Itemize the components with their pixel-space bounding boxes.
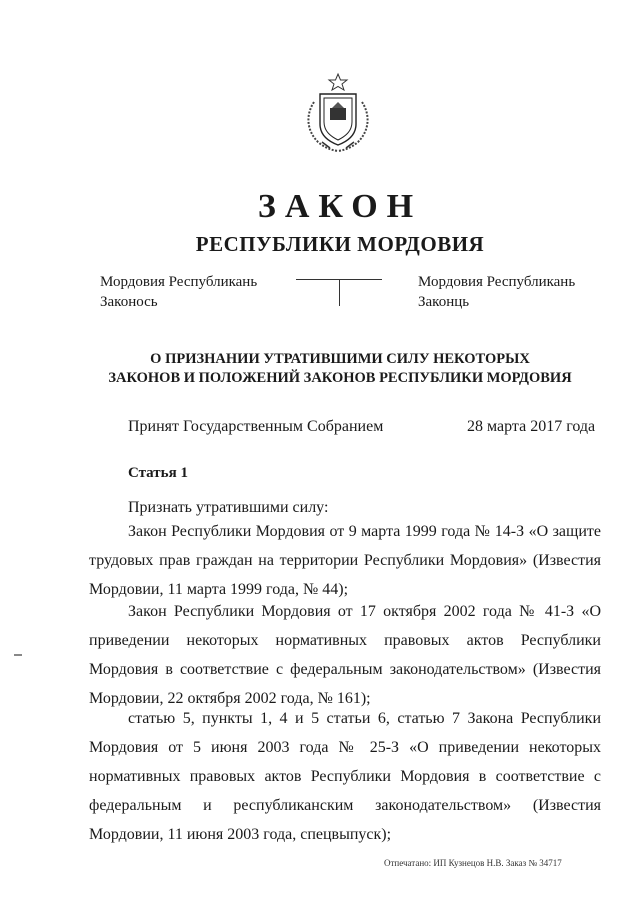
erzya-title-line-2: Законць [418,294,470,310]
law-title-line-2: ЗАКОНОВ И ПОЛОЖЕНИЙ ЗАКОНОВ РЕСПУБЛИКИ МОРДОВИЯ [108,370,572,386]
adopted-by: Принят Государственным Собранием [128,418,384,435]
article-item-text: Закон Республики Мордовия от 9 марта 1999 года № 14-З «О защите трудовых прав граждан на территории Республики Мордовия» (Известия Мордовии, 11 марта 1999 года, № 44); [89,523,601,598]
law-title-line-1: О ПРИЗНАНИИ УТРАТИВШИМИ СИЛУ НЕКОТОРЫХ [150,351,530,367]
document-subtitle: РЕСПУБЛИКИ МОРДОВИЯ [195,232,485,256]
adopted-date: 28 марта 2017 года [467,418,596,435]
article-item-1 [89,517,601,604]
document-title: ЗАКОН [257,188,423,225]
scan-artifact [14,654,22,656]
article-item-text: Закон Республики Мордовия от 17 октября 2002 года № 41-З «О приведении некоторых нормативных правовых актов Республики Мордовия в соответствие с федеральным законодательством» (Известия Мордовии, 22 октября 2002 года, № 161); [89,603,601,707]
moksha-title-line-2: Законось [100,294,158,310]
print-note: Отпечатано: ИП Кузнецов Н.В. Заказ № 34717 [384,858,562,868]
coat-of-arms-icon [300,72,376,154]
erzya-title [418,272,575,312]
article-intro-text: Признать утратившими силу: [128,499,329,516]
article-item-text: статью 5, пункты 1, 4 и 5 статьи 6, статью 7 Закона Республики Мордовия от 5 июня 2003 года № 25-З «О приведении некоторых нормативных правовых актов Республики Мордовия в соответствие с федеральным и республиканским законодательством» (Известия Мордовии, 11 июня 2003 года, спецвыпуск); [89,710,601,843]
article-item-3 [89,704,601,849]
moksha-title [100,272,257,312]
article-heading: Статья 1 [128,465,188,481]
erzya-title-line-1: Мордовия Республикань [418,274,576,290]
article-item-2 [89,597,601,713]
moksha-title-line-1: Мордовия Республикань [100,274,258,290]
law-title [0,350,640,388]
header-divider-vertical [339,280,340,306]
